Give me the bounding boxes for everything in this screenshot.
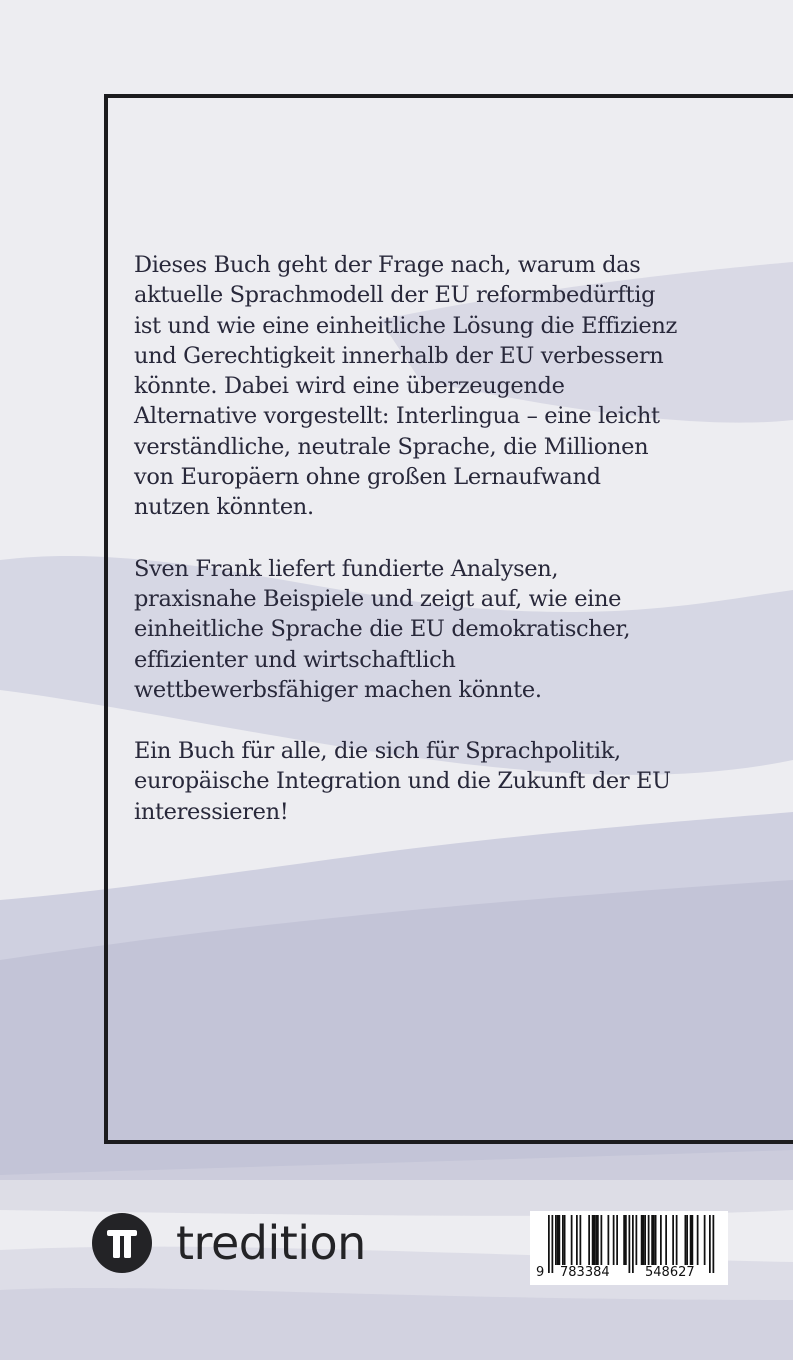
barcode-prefix: 9: [536, 1265, 545, 1280]
barcode-bar: [697, 1215, 699, 1265]
blurb-paragraph-3: Ein Buch für alle, die sich für Sprachpolitik, europäische Integration und die Zukunft der EU interessieren!: [134, 738, 671, 825]
barcode-bar: [595, 1215, 597, 1265]
barcode-bar: [653, 1215, 655, 1265]
barcode-bar: [580, 1215, 582, 1265]
barcode-bar: [562, 1215, 564, 1265]
barcode-bar: [597, 1215, 599, 1265]
barcode-bar: [636, 1215, 638, 1265]
barcode-bar: [625, 1215, 627, 1265]
back-cover-blurb: [134, 250, 784, 858]
barcode-bar: [690, 1215, 692, 1265]
barcode-bar: [665, 1215, 667, 1265]
barcode-bar: [576, 1215, 578, 1265]
barcode-bar: [594, 1215, 596, 1265]
barcode-bar: [588, 1215, 590, 1265]
barcode-bar: [704, 1215, 706, 1265]
barcode-bar: [651, 1215, 653, 1265]
barcode-bar: [660, 1215, 662, 1265]
barcode-bar: [592, 1215, 594, 1265]
barcode-bar: [557, 1215, 559, 1265]
barcode-digits-right: 548627: [645, 1265, 695, 1280]
barcode-bar: [672, 1215, 674, 1265]
barcode-bar: [623, 1215, 625, 1265]
barcode-bar: [648, 1215, 650, 1265]
barcode-bar: [608, 1215, 610, 1265]
barcode-bar: [601, 1215, 603, 1265]
barcode-bar: [616, 1215, 618, 1265]
barcode-bar: [676, 1215, 678, 1265]
publisher-logo: [92, 1212, 366, 1274]
barcode-bar: [692, 1215, 694, 1265]
barcode-bar: [613, 1215, 615, 1265]
barcode-digits-left: 783384: [560, 1265, 610, 1280]
barcode-bar: [564, 1215, 566, 1265]
barcode-bar: [655, 1215, 657, 1265]
blurb-paragraph-2: Sven Frank liefert fundierte Analysen, praxisnahe Beispiele und zeigt auf, wie eine einheitliche Sprache die EU demokratischer, effizienter und wirtschaftlich wettbewerbsfähiger machen könnte.: [134, 555, 631, 703]
blurb-paragraph-1: Dieses Buch geht der Frage nach, warum das aktuelle Sprachmodell der EU reformbedürftig ist und wie eine einheitliche Lösung die Effizienz und Gerechtigkeit innerhalb der EU verbessern könnte. Dabei wird eine überzeugende Alternative vorgestellt: Interlingua – eine leicht verständliche, neutrale Sprache, die Millionen von Europäern ohne großen Lernaufwand nutzen könnten.: [134, 252, 677, 521]
barcode-bar: [641, 1215, 643, 1265]
tredition-logo-icon: [92, 1213, 152, 1273]
barcode-bar: [644, 1215, 646, 1265]
barcode-bar: [643, 1215, 645, 1265]
barcode-bar: [571, 1215, 573, 1265]
barcode-bar: [555, 1215, 557, 1265]
isbn-barcode: [530, 1211, 728, 1285]
publisher-name: tredition: [176, 1216, 366, 1270]
barcode-bar: [686, 1215, 688, 1265]
barcode-bar: [559, 1215, 561, 1265]
barcode-bar: [685, 1215, 687, 1265]
